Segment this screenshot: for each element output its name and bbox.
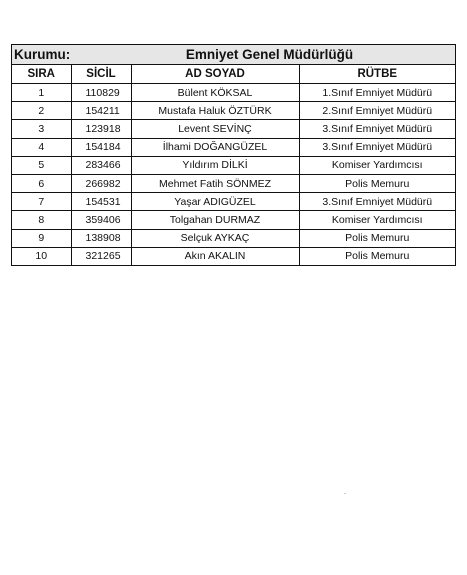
cell-sicil: 154531 (71, 193, 131, 211)
cell-sira: 10 (12, 247, 71, 265)
cell-rutbe: Komiser Yardımcısı (299, 211, 455, 229)
table-row (12, 84, 455, 102)
cell-ad-soyad: İlhami DOĞANGÜZEL (131, 138, 299, 156)
table-header (12, 65, 455, 84)
header-row (12, 65, 455, 84)
table-row (12, 156, 455, 174)
cell-sira: 2 (12, 102, 71, 120)
cell-rutbe: Polis Memuru (299, 229, 455, 247)
table-row (12, 174, 455, 192)
scan-speck (344, 493, 346, 494)
table-row (12, 120, 455, 138)
cell-ad-soyad: Bülent KÖKSAL (131, 84, 299, 102)
cell-sira: 6 (12, 174, 71, 192)
cell-sicil: 321265 (71, 247, 131, 265)
cell-ad-soyad: Yıldırım DİLKİ (131, 156, 299, 174)
cell-sira: 7 (12, 193, 71, 211)
cell-sicil: 138908 (71, 229, 131, 247)
cell-sicil: 359406 (71, 211, 131, 229)
table-row (12, 247, 455, 265)
cell-rutbe: 1.Sınıf Emniyet Müdürü (299, 84, 455, 102)
column-header-rutbe: RÜTBE (299, 65, 455, 84)
table-row (12, 211, 455, 229)
cell-rutbe: 3.Sınıf Emniyet Müdürü (299, 193, 455, 211)
cell-rutbe: Polis Memuru (299, 174, 455, 192)
column-header-sira: SIRA (12, 65, 71, 84)
cell-sicil: 110829 (71, 84, 131, 102)
cell-sira: 5 (12, 156, 71, 174)
cell-sira: 4 (12, 138, 71, 156)
cell-sira: 9 (12, 229, 71, 247)
cell-sira: 3 (12, 120, 71, 138)
table-body (12, 84, 455, 265)
column-header-sicil: SİCİL (71, 65, 131, 84)
cell-rutbe: 2.Sınıf Emniyet Müdürü (299, 102, 455, 120)
table-row (12, 229, 455, 247)
personnel-list-document (11, 44, 456, 266)
cell-ad-soyad: Levent SEVİNÇ (131, 120, 299, 138)
cell-sicil: 283466 (71, 156, 131, 174)
cell-sira: 1 (12, 84, 71, 102)
personnel-table (12, 65, 455, 265)
cell-rutbe: 3.Sınıf Emniyet Müdürü (299, 138, 455, 156)
column-header-ad-soyad: AD SOYAD (131, 65, 299, 84)
cell-ad-soyad: Mehmet Fatih SÖNMEZ (131, 174, 299, 192)
cell-rutbe: Polis Memuru (299, 247, 455, 265)
cell-ad-soyad: Tolgahan DURMAZ (131, 211, 299, 229)
cell-ad-soyad: Selçuk AYKAÇ (131, 229, 299, 247)
cell-sicil: 123918 (71, 120, 131, 138)
table-row (12, 102, 455, 120)
cell-sira: 8 (12, 211, 71, 229)
cell-sicil: 266982 (71, 174, 131, 192)
cell-ad-soyad: Yaşar ADIGÜZEL (131, 193, 299, 211)
institution-name: Emniyet Genel Müdürlüğü (185, 47, 354, 62)
institution-header (12, 45, 455, 65)
cell-sicil: 154184 (71, 138, 131, 156)
cell-ad-soyad: Mustafa Haluk ÖZTÜRK (131, 102, 299, 120)
table-row (12, 193, 455, 211)
cell-ad-soyad: Akın AKALIN (131, 247, 299, 265)
table-row (12, 138, 455, 156)
cell-rutbe: Komiser Yardımcısı (299, 156, 455, 174)
institution-label: Kurumu: (14, 47, 71, 62)
cell-rutbe: 3.Sınıf Emniyet Müdürü (299, 120, 455, 138)
cell-sicil: 154211 (71, 102, 131, 120)
